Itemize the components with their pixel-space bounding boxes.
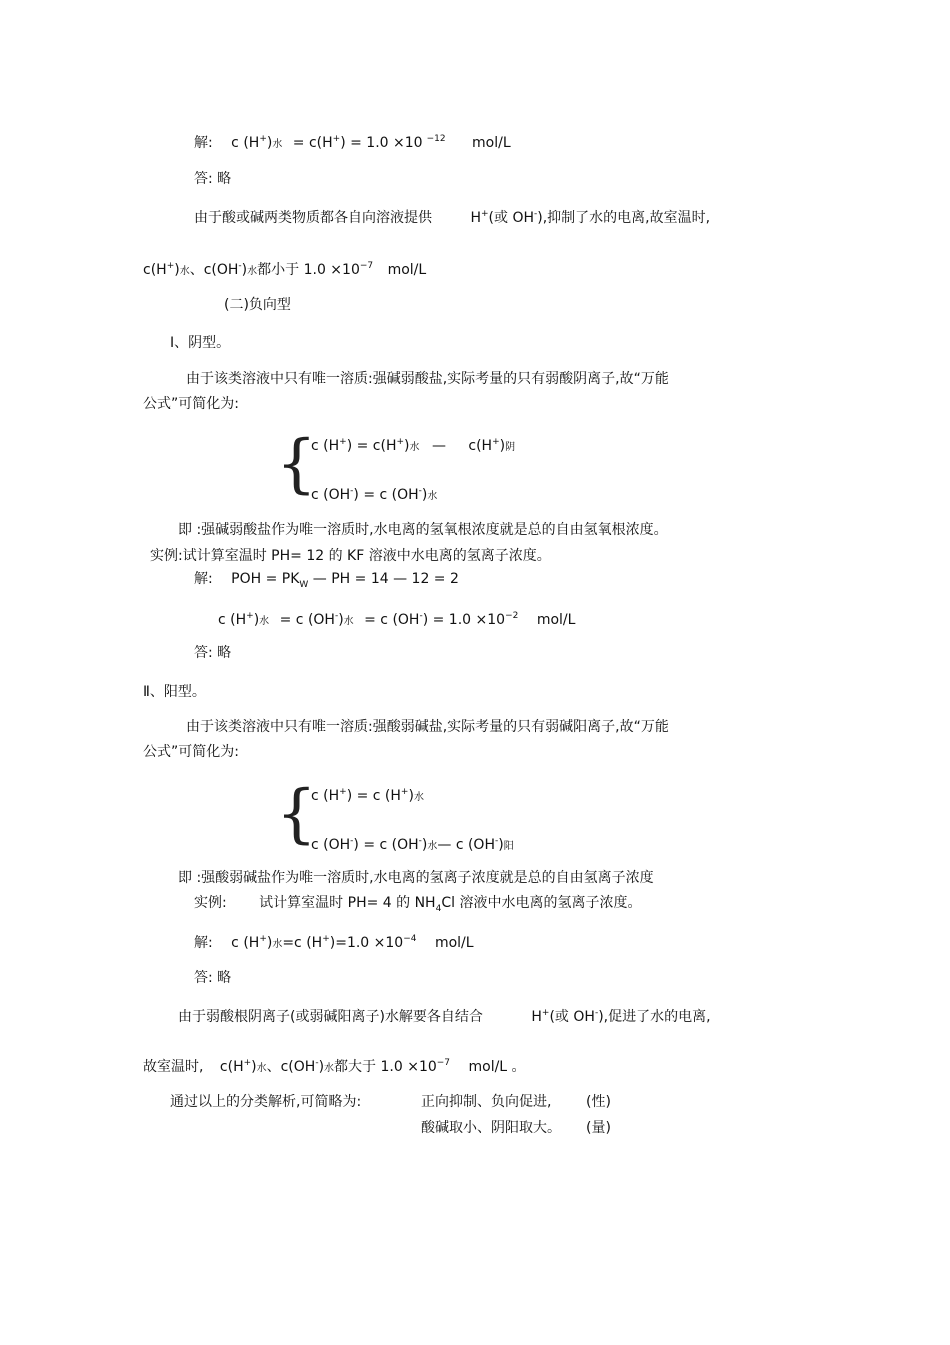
answer-line-1: 答: 略 xyxy=(194,171,232,187)
formula-text: ) xyxy=(253,612,260,628)
formula-text: ) xyxy=(421,487,428,503)
subscript-water: 水 xyxy=(409,442,420,453)
subscript-water: 水 xyxy=(324,1063,335,1074)
equation-2a xyxy=(311,787,424,807)
formula-text: c(H xyxy=(219,1059,244,1075)
paragraph-1-line-1 xyxy=(194,209,710,227)
superscript: + xyxy=(339,437,347,447)
superscript: + xyxy=(339,787,347,797)
section-1-para-line-1: 由于该类溶液中只有唯一溶质:强碱弱酸盐,实际考量的只有弱酸阴离子,故“万能 xyxy=(186,371,669,387)
section-2-example xyxy=(194,894,641,912)
solution-prefix: 解: xyxy=(194,135,213,151)
left-brace-1: { xyxy=(276,427,317,501)
formula-text: = c(H xyxy=(292,135,333,151)
subscript-water: 水 xyxy=(247,266,258,277)
subscript-water: 水 xyxy=(272,939,283,950)
unit-text: mol/L xyxy=(536,612,576,628)
superscript: - xyxy=(594,1008,599,1018)
minus-sign: — xyxy=(431,438,446,454)
subscript-water: 水 xyxy=(256,1063,267,1074)
superscript: + xyxy=(246,611,254,621)
left-brace-2: { xyxy=(276,777,317,851)
formula-text: ) = c (OH xyxy=(353,837,419,853)
answer-line-3: 答: 略 xyxy=(194,970,232,986)
exponent: −2 xyxy=(505,611,519,621)
exponent: −7 xyxy=(436,1058,451,1068)
equation-1a xyxy=(311,437,515,457)
exponent: −7 xyxy=(359,261,374,271)
unit-text: mol/L 。 xyxy=(468,1059,526,1075)
subscript: W xyxy=(299,579,309,590)
superscript: - xyxy=(418,486,422,496)
formula-text: ) xyxy=(404,438,410,454)
formula-text: c (H xyxy=(231,935,260,951)
section-1-title: Ⅰ、阴型。 xyxy=(170,335,231,351)
equation-1b xyxy=(311,486,437,506)
paragraph-text: 都小于 1.0 ×10 xyxy=(257,262,360,278)
superscript: + xyxy=(322,934,330,944)
solution-prefix: 解: xyxy=(194,935,213,951)
formula-text: H xyxy=(531,1009,542,1025)
subscript-yin: 阴 xyxy=(505,442,516,453)
formula-text: H xyxy=(470,210,481,226)
superscript: + xyxy=(480,209,489,219)
subscript-yang: 阳 xyxy=(503,841,514,852)
superscript: - xyxy=(494,836,499,846)
subscript-water: 水 xyxy=(259,616,270,627)
paragraph-1-line-2: c(H+)水、c(OH-)水都小于 $1.0 \times 10^{-7}$ mol/L xyxy=(143,261,427,278)
section-1-para-line-2: 公式”可简化为: xyxy=(143,396,239,412)
superscript: - xyxy=(534,209,538,219)
solution-line-1 xyxy=(194,134,511,154)
solution-prefix: 解: xyxy=(194,571,213,587)
paragraph-text: 都大于 1.0 ×10 xyxy=(334,1059,437,1075)
superscript: - xyxy=(350,486,354,496)
superscript: + xyxy=(259,134,267,144)
superscript: + xyxy=(400,787,409,797)
superscript: + xyxy=(332,134,341,144)
paragraph-text: 由于酸或碱两类物质都各自向溶液提供 xyxy=(194,210,432,226)
exponent: −4 xyxy=(403,934,417,944)
paragraph-text: ),促进了水的电离, xyxy=(598,1009,711,1025)
paragraph-text: 由于弱酸根阴离子(或弱碱阳离子)水解要各自结合 xyxy=(178,1009,483,1025)
formula-text: (或 OH xyxy=(549,1009,595,1025)
summary-rule-2-tag: (量) xyxy=(586,1120,611,1136)
equation-2b xyxy=(311,836,514,856)
formula-text: = c (OH xyxy=(364,612,420,628)
section-1-example: 实例:试计算室温时 PH= 12 的 KF 溶液中水电离的氢离子浓度。 xyxy=(150,548,551,564)
formula-text: — c (OH xyxy=(437,837,495,853)
superscript: + xyxy=(243,1058,252,1068)
formula-text: ) = c (OH xyxy=(353,487,419,503)
superscript: + xyxy=(541,1008,550,1018)
summary-rule-1: 正向抑制、负向促进, xyxy=(421,1094,552,1110)
superscript: - xyxy=(315,1058,319,1068)
paragraph-2-line-1 xyxy=(178,1008,711,1026)
section-heading: (二)负向型 xyxy=(224,297,291,313)
summary-rule-2: 酸碱取小、阴阳取大。 xyxy=(421,1120,561,1136)
subscript: 4 xyxy=(435,903,442,914)
formula-text: — PH = 14 — 12 = 2 xyxy=(312,571,459,587)
example-text: Cl 溶液中水电离的氢离子浓度。 xyxy=(441,895,642,911)
formula-text: ) xyxy=(421,837,428,853)
superscript: - xyxy=(238,261,242,271)
formula-text: ) = c (H xyxy=(346,788,401,804)
formula-text: ) = c(H xyxy=(346,438,397,454)
section-2-para-line-1: 由于该类溶液中只有唯一溶质:强酸弱碱盐,实际考量的只有弱碱阳离子,故“万能 xyxy=(186,719,669,735)
formula-text: 、c(OH xyxy=(266,1059,316,1075)
formula-text: ) = 1.0 ×10 xyxy=(340,135,423,151)
formula-text: c (H xyxy=(218,612,247,628)
formula-text: ) xyxy=(338,612,344,628)
superscript: - xyxy=(334,611,339,621)
superscript: + xyxy=(396,437,405,447)
subscript-water: 水 xyxy=(427,491,438,502)
paragraph-text: ),抑制了水的电离,故室温时, xyxy=(537,210,711,226)
formula-text: c (OH xyxy=(311,837,351,853)
paragraph-text: 故室温时, xyxy=(143,1059,204,1075)
formula-text: )=1.0 ×10 xyxy=(329,935,404,951)
formula-text: c (H xyxy=(311,438,340,454)
formula-text: c(H xyxy=(468,438,493,454)
answer-line-2: 答: 略 xyxy=(194,645,232,661)
formula-text: POH = PK xyxy=(231,571,300,587)
exponent: −12 xyxy=(426,134,446,144)
formula-text: c (OH xyxy=(311,487,351,503)
formula-text: ) = 1.0 ×10 xyxy=(422,612,506,628)
summary-lead: 通过以上的分类解析,可简略为: xyxy=(170,1094,362,1110)
section-1-conclusion: 即 :强碱弱酸盐作为唯一溶质时,水电离的氢氧根浓度就是总的自由氢氧根浓度。 xyxy=(178,522,668,538)
formula-text: = c (OH xyxy=(279,612,335,628)
paragraph-2-line-2: 故室温时, c(H+)水、c(OH-)水都大于 $1.0 \times 10^{-7}$ mol/L 。 xyxy=(143,1058,526,1075)
superscript: + xyxy=(166,261,175,271)
superscript: - xyxy=(350,836,354,846)
formula-text: 、c(OH xyxy=(189,262,239,278)
subscript-water: 水 xyxy=(427,841,438,852)
formula-text: c (H xyxy=(311,788,340,804)
example-text: 试计算室温时 PH= 4 的 NH xyxy=(259,895,436,911)
section-2-conclusion: 即 :强酸弱碱盐作为唯一溶质时,水电离的氢离子浓度就是总的自由氢离子浓度 xyxy=(178,870,654,886)
superscript: + xyxy=(492,437,500,447)
subscript-water: 水 xyxy=(343,616,354,627)
superscript: + xyxy=(259,934,267,944)
superscript: - xyxy=(419,611,423,621)
section-2-solution xyxy=(194,934,474,954)
formula-text: c (H xyxy=(231,135,260,151)
formula-text: ) xyxy=(498,837,504,853)
formula-text: =c (H xyxy=(282,935,323,951)
unit-text: mol/L xyxy=(472,135,511,151)
example-prefix: 实例: xyxy=(194,895,227,911)
unit-text: mol/L xyxy=(387,262,427,278)
subscript-water: 水 xyxy=(272,139,283,150)
formula-text: ) xyxy=(266,135,273,151)
superscript: - xyxy=(418,836,422,846)
formula-text: c(H xyxy=(143,262,167,278)
formula-text: ) xyxy=(408,788,414,804)
summary-rule-1-tag: (性) xyxy=(586,1094,611,1110)
subscript-water: 水 xyxy=(413,792,424,803)
section-1-solution-2 xyxy=(218,611,575,631)
subscript-water: 水 xyxy=(179,266,190,277)
section-2-para-line-2: 公式”可简化为: xyxy=(143,744,239,760)
unit-text: mol/L xyxy=(434,935,474,951)
formula-text: ) xyxy=(499,438,506,454)
section-2-title: Ⅱ、阳型。 xyxy=(143,684,206,700)
formula-text: (或 OH xyxy=(488,210,534,226)
section-1-solution-1 xyxy=(194,570,459,588)
formula-text: ) xyxy=(266,935,273,951)
